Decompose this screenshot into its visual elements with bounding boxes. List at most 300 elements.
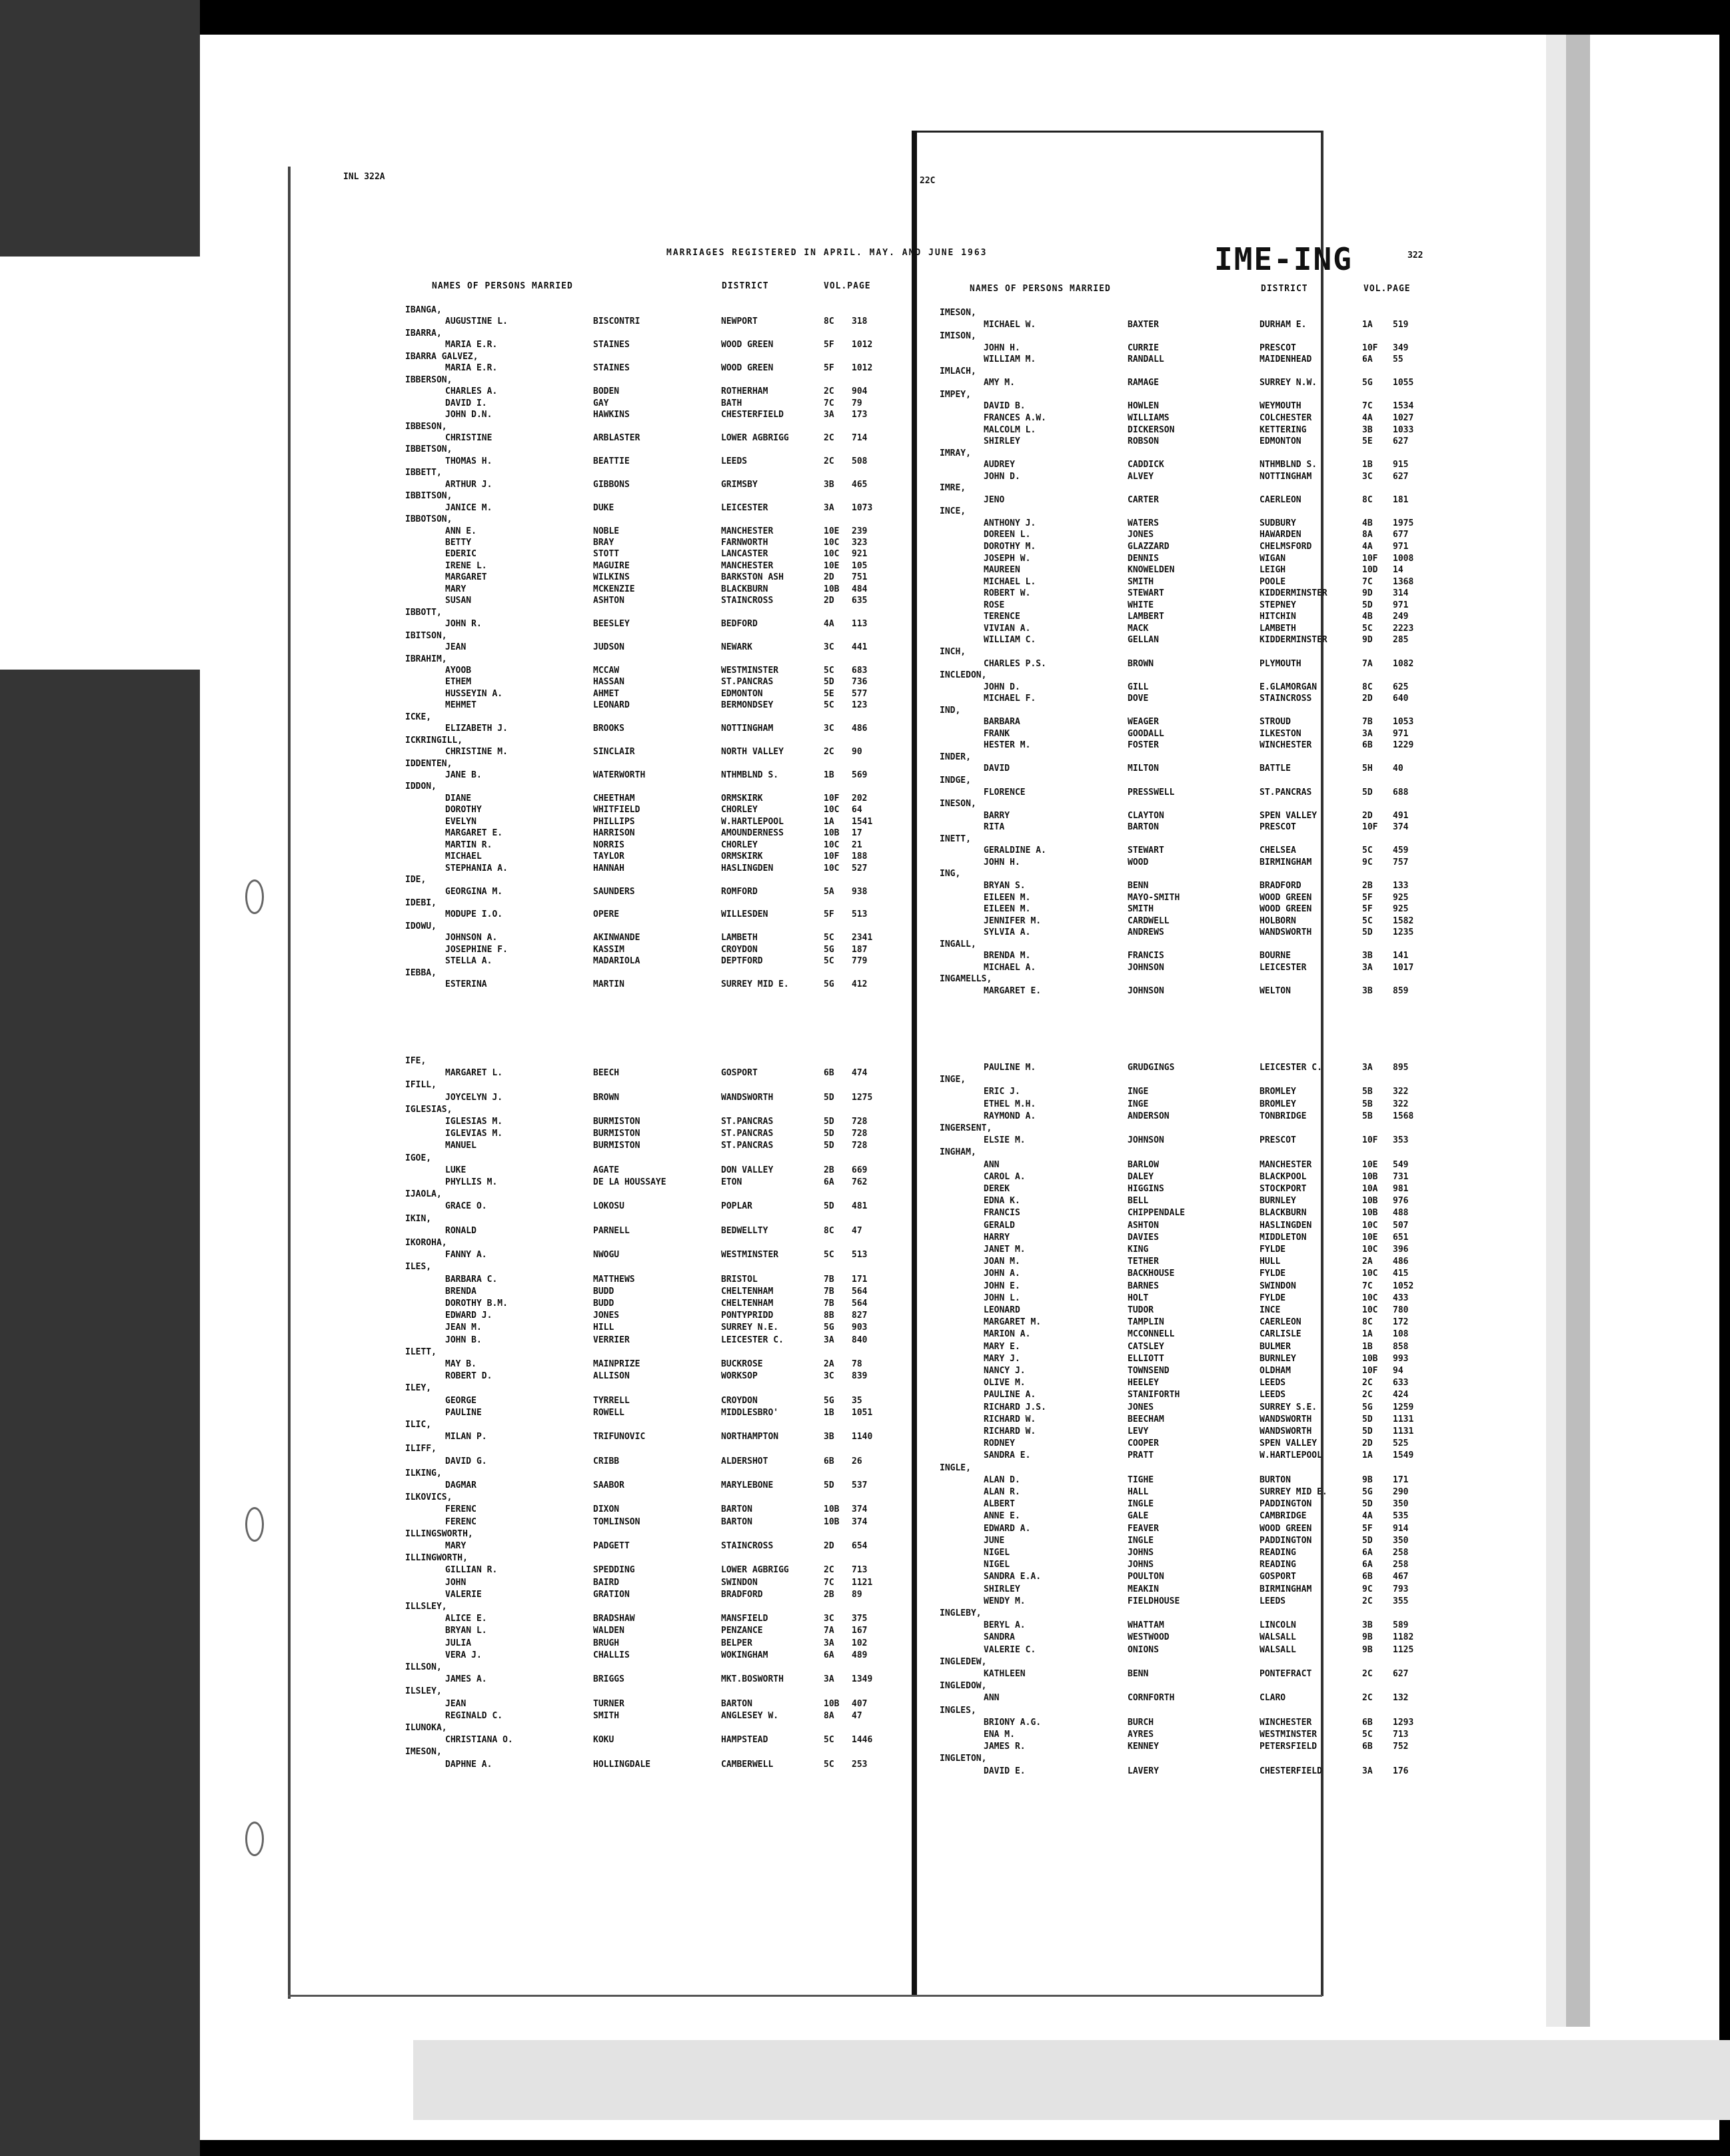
entry-district: FYLDE	[1260, 1245, 1286, 1255]
entry-volume: 10C	[1362, 1293, 1378, 1303]
entry-district: PRESCOT	[1260, 1135, 1296, 1146]
entry-district: ST.PANCRAS	[1260, 787, 1312, 798]
entry-page-number: 757	[1393, 857, 1409, 867]
entry-district: MANCHESTER	[721, 526, 774, 536]
surname-heading: INGHAM,	[940, 1147, 976, 1158]
entry-page-number: 752	[1393, 1742, 1409, 1752]
entry-spouse-surname: HILL	[593, 1323, 614, 1333]
entry-volume: 4A	[1362, 542, 1373, 552]
entry-district: KIDDERMINSTER	[1260, 588, 1327, 599]
entry-spouse-surname: STOTT	[593, 549, 620, 560]
entry-volume: 2D	[824, 572, 834, 583]
entry-given-name: MAUREEN	[984, 565, 1020, 576]
entry-page-number: 188	[852, 851, 868, 862]
entry-given-name: BARBARA C.	[445, 1274, 498, 1285]
surname-heading: IDDENTEN,	[405, 758, 452, 769]
entry-given-name: MICHAEL F.	[984, 694, 1036, 704]
entry-given-name: VALERIE C.	[984, 1644, 1036, 1655]
entry-volume: 6A	[1362, 1548, 1373, 1558]
entry-volume: 2C	[1362, 1693, 1373, 1704]
entry-volume: 10C	[824, 538, 840, 548]
entry-given-name: JOHN D.	[984, 682, 1020, 692]
entry-page-number: 915	[1393, 460, 1409, 470]
entry-volume: 8A	[1362, 530, 1373, 540]
entry-page-number: 779	[852, 956, 868, 967]
entry-volume: 7C	[824, 398, 834, 408]
entry-district: HITCHIN	[1260, 612, 1296, 622]
entry-district: BARTON	[721, 1698, 752, 1709]
surname-heading: IBBERSON,	[405, 374, 452, 385]
entry-spouse-surname: ROBSON	[1128, 436, 1159, 447]
entry-district: WESTMINSTER	[721, 665, 779, 676]
entry-given-name: VALERIE	[445, 1589, 482, 1600]
entry-page-number: 79	[852, 398, 862, 408]
entry-spouse-surname: TOWNSEND	[1128, 1366, 1170, 1376]
entry-volume: 5D	[1362, 600, 1373, 610]
entry-given-name: PHYLLIS M.	[445, 1177, 498, 1187]
entry-spouse-surname: HIGGINS	[1128, 1184, 1164, 1194]
entry-page-number: 1052	[1393, 1281, 1414, 1291]
entry-given-name: DAVID	[984, 764, 1010, 774]
entry-volume: 7C	[1362, 1281, 1373, 1291]
entry-volume: 3B	[1362, 951, 1373, 961]
entry-given-name: EDWARD J.	[445, 1311, 492, 1321]
surname-heading: IDE,	[405, 875, 427, 885]
entry-volume: 10F	[1362, 553, 1378, 564]
entry-district: CHORLEY	[721, 839, 758, 850]
entry-volume: 1B	[1362, 460, 1373, 470]
entry-spouse-surname: GILL	[1128, 682, 1149, 692]
entry-page-number: 1549	[1393, 1450, 1414, 1461]
entry-volume: 7C	[1362, 401, 1373, 412]
entry-spouse-surname: INGE	[1128, 1087, 1149, 1097]
surname-heading: INCE,	[940, 506, 966, 517]
entry-district: SPEN VALLEY	[1260, 1438, 1317, 1449]
entry-volume: 10C	[824, 549, 840, 560]
entry-volume: 5D	[1362, 1535, 1373, 1546]
entry-district: KETTERING	[1260, 424, 1307, 435]
entry-spouse-surname: INGE	[1128, 1099, 1149, 1109]
entry-given-name: RICHARD W.	[984, 1414, 1036, 1424]
entry-spouse-surname: MADARIOLA	[593, 956, 640, 967]
entry-page-number: 353	[1393, 1135, 1409, 1146]
page-right-border	[1566, 35, 1590, 2027]
entry-volume: 4A	[824, 619, 834, 630]
entry-page-number: 481	[852, 1201, 868, 1212]
entry-page-number: 202	[852, 793, 868, 804]
entry-spouse-surname: OPERE	[593, 909, 620, 920]
entry-district: SPEN VALLEY	[1260, 810, 1317, 821]
entry-volume: 5C	[1362, 1730, 1373, 1740]
surname-heading: ILLSON,	[405, 1662, 442, 1672]
entry-volume: 10B	[824, 1698, 840, 1709]
entry-given-name: ESTERINA	[445, 979, 487, 990]
entry-volume: 3B	[1362, 1620, 1373, 1631]
surname-heading: ILES,	[405, 1262, 432, 1273]
entry-given-name: DOROTHY B.M.	[445, 1299, 508, 1309]
entry-volume: 3B	[824, 479, 834, 490]
entry-given-name: MARY	[445, 1541, 466, 1551]
entry-district: SURREY N.E.	[721, 1323, 779, 1333]
entry-page-number: 651	[1393, 1232, 1409, 1243]
entry-district: NTHMBLND S.	[1260, 460, 1317, 470]
entry-district: BOURNE	[1260, 951, 1291, 961]
entry-page-number: 1534	[1393, 401, 1414, 412]
entry-page-number: 47	[852, 1710, 862, 1721]
surname-heading: ILLINGSWORTH,	[405, 1528, 473, 1539]
entry-district: HOLBORN	[1260, 915, 1296, 926]
entry-given-name: EDERIC	[445, 549, 476, 560]
entry-given-name: DEREK	[984, 1184, 1010, 1194]
entry-spouse-surname: SMITH	[1128, 576, 1154, 587]
entry-spouse-surname: BARTON	[1128, 822, 1159, 833]
surname-heading: ING,	[940, 869, 961, 879]
entry-volume: 2C	[1362, 1378, 1373, 1388]
entry-page-number: 78	[852, 1359, 862, 1369]
entry-page-number: 459	[1393, 845, 1409, 856]
entry-page-number: 677	[1393, 530, 1409, 540]
entry-given-name: MILAN P.	[445, 1432, 487, 1442]
entry-spouse-surname: LEVY	[1128, 1426, 1149, 1436]
punch-hole	[245, 1507, 264, 1542]
entry-page-number: 350	[1393, 1535, 1409, 1546]
entry-given-name: EILEEN M.	[984, 892, 1031, 903]
entry-page-number: 424	[1393, 1390, 1409, 1400]
entry-page-number: 633	[1393, 1378, 1409, 1388]
entry-district: LEICESTER C.	[1260, 1063, 1322, 1073]
entry-district: EDMONTON	[721, 688, 763, 699]
entry-spouse-surname: WILKINS	[593, 572, 630, 583]
entry-volume: 5F	[1362, 904, 1373, 915]
entry-given-name: DAPHNE A.	[445, 1759, 492, 1770]
entry-given-name: NIGEL	[984, 1548, 1010, 1558]
entry-page-number: 253	[852, 1759, 868, 1770]
entry-spouse-surname: AKINWANDE	[593, 933, 640, 943]
entry-page-number: 839	[852, 1371, 868, 1382]
entry-page-number: 1017	[1393, 962, 1414, 973]
entry-volume: 3A	[1362, 728, 1373, 739]
entry-page-number: 1131	[1393, 1414, 1414, 1424]
entry-page-number: 714	[852, 432, 868, 443]
entry-spouse-surname: BACKHOUSE	[1128, 1269, 1175, 1279]
entry-district: WALSALL	[1260, 1644, 1296, 1655]
entry-spouse-surname: CURRIE	[1128, 342, 1159, 353]
entry-page-number: 1008	[1393, 553, 1414, 564]
surname-heading: ILSLEY,	[405, 1686, 442, 1697]
entry-given-name: CHARLES A.	[445, 386, 498, 397]
entry-page-number: 467	[1393, 1572, 1409, 1582]
entry-volume: 3A	[1362, 962, 1373, 973]
entry-spouse-surname: JOHNS	[1128, 1548, 1154, 1558]
entry-district: STOCKPORT	[1260, 1184, 1307, 1194]
entry-volume: 2D	[824, 1541, 834, 1551]
entry-volume: 5F	[1362, 1523, 1373, 1534]
entry-given-name: WILLIAM M.	[984, 354, 1036, 365]
entry-volume: 4A	[1362, 1511, 1373, 1522]
entry-spouse-surname: BARNES	[1128, 1281, 1159, 1291]
entry-page-number: 26	[852, 1456, 862, 1466]
entry-page-number: 322	[1393, 1099, 1409, 1109]
entry-district: BARKSTON ASH	[721, 572, 784, 583]
entry-given-name: BRENDA M.	[984, 951, 1031, 961]
entry-spouse-surname: GOODALL	[1128, 728, 1164, 739]
entry-spouse-surname: BRIGGS	[593, 1674, 624, 1685]
entry-spouse-surname: PHILLIPS	[593, 816, 635, 827]
entry-volume: 2A	[824, 1359, 834, 1369]
entry-page-number: 322	[1393, 1087, 1409, 1097]
entry-volume: 10B	[1362, 1171, 1378, 1182]
entry-page-number: 859	[1393, 985, 1409, 996]
entry-spouse-surname: FRANCIS	[1128, 951, 1164, 961]
entry-page-number: 258	[1393, 1548, 1409, 1558]
entry-district: CHELTENHAM	[721, 1299, 774, 1309]
entry-volume: 3C	[824, 1614, 834, 1624]
entry-given-name: MAY B.	[445, 1359, 476, 1369]
entry-given-name: NIGEL	[984, 1560, 1010, 1570]
entry-spouse-surname: DICKERSON	[1128, 424, 1175, 435]
entry-given-name: EILEEN M.	[984, 904, 1031, 915]
entry-given-name: ELIZABETH J.	[445, 724, 508, 734]
entry-page-number: 350	[1393, 1499, 1409, 1510]
entry-volume: 10C	[824, 839, 840, 850]
entry-volume: 5G	[824, 979, 834, 990]
entry-volume: 5F	[1362, 892, 1373, 903]
entry-volume: 2C	[824, 747, 834, 758]
entry-volume: 1B	[824, 1407, 834, 1418]
entry-district: WOOD GREEN	[721, 340, 774, 350]
surname-heading: IDEBI,	[405, 897, 436, 908]
entry-district: WANDSWORTH	[1260, 927, 1312, 938]
entry-district: HULL	[1260, 1257, 1281, 1267]
entry-page-number: 323	[852, 538, 868, 548]
entry-district: BEDWELLTY	[721, 1225, 768, 1236]
entry-page-number: 89	[852, 1589, 862, 1600]
entry-volume: 5C	[824, 933, 834, 943]
entry-given-name: LEONARD	[984, 1305, 1020, 1315]
entry-given-name: JOHN D.	[984, 471, 1020, 482]
frame-top-line	[917, 131, 1322, 133]
entry-volume: 5D	[824, 1141, 834, 1151]
entry-district: CROYDON	[721, 944, 758, 955]
entry-page-number: 64	[852, 805, 862, 815]
entry-district: WOOD GREEN	[721, 363, 774, 374]
entry-given-name: BETTY	[445, 538, 472, 548]
entry-district: BATH	[721, 398, 742, 408]
entry-volume: 5G	[824, 1395, 834, 1406]
entry-spouse-surname: ANDREWS	[1128, 927, 1164, 938]
entry-volume: 6B	[1362, 740, 1373, 751]
entry-given-name: GRACE O.	[445, 1201, 487, 1212]
entry-given-name: DAGMAR	[445, 1480, 476, 1490]
entry-district: BLACKBURN	[1260, 1208, 1307, 1219]
entry-given-name: BARBARA	[984, 717, 1020, 728]
entry-page-number: 108	[1393, 1329, 1409, 1340]
entry-given-name: OLIVE M.	[984, 1378, 1026, 1388]
entry-page-number: 14	[1393, 565, 1403, 576]
entry-spouse-surname: SINCLAIR	[593, 747, 635, 758]
entry-spouse-surname: BURMISTON	[593, 1117, 640, 1127]
entry-district: BRISTOL	[721, 1274, 758, 1285]
entry-volume: 5E	[1362, 436, 1373, 447]
entry-district: WELTON	[1260, 985, 1291, 996]
entry-district: BRADFORD	[721, 1589, 763, 1600]
entry-given-name: MALCOLM L.	[984, 424, 1036, 435]
entry-page-number: 133	[1393, 880, 1409, 891]
entry-page-number: 751	[852, 572, 868, 583]
entry-page-number: 564	[852, 1299, 868, 1309]
entry-district: GRIMSBY	[721, 479, 758, 490]
entry-volume: 10E	[824, 526, 840, 536]
entry-district: HASLINGDEN	[721, 863, 774, 873]
entry-volume: 7B	[824, 1286, 834, 1297]
entry-district: BROMLEY	[1260, 1087, 1296, 1097]
entry-given-name: ALICE E.	[445, 1614, 487, 1624]
entry-volume: 5B	[1362, 1111, 1373, 1121]
entry-district: BUCKROSE	[721, 1359, 763, 1369]
entry-district: WOOD GREEN	[1260, 904, 1312, 915]
surname-heading: IBRAHIM,	[405, 654, 447, 664]
entry-spouse-surname: POULTON	[1128, 1572, 1164, 1582]
entry-district: SWINDON	[721, 1577, 758, 1588]
entry-spouse-surname: MAINPRIZE	[593, 1359, 640, 1369]
entry-district: GOSPORT	[1260, 1572, 1296, 1582]
entry-given-name: MARGARET	[445, 572, 487, 583]
entry-volume: 6B	[824, 1068, 834, 1079]
entry-page-number: 971	[1393, 600, 1409, 610]
entry-spouse-surname: STAINES	[593, 340, 630, 350]
entry-district: LEEDS	[1260, 1378, 1286, 1388]
entry-page-number: 441	[852, 642, 868, 653]
entry-spouse-surname: TIGHE	[1128, 1474, 1154, 1485]
entry-district: COLCHESTER	[1260, 412, 1312, 423]
entry-spouse-surname: STEWART	[1128, 588, 1164, 599]
entry-spouse-surname: DALEY	[1128, 1171, 1154, 1182]
entry-district: STAINCROSS	[1260, 694, 1312, 704]
entry-district: GOSPORT	[721, 1068, 758, 1079]
entry-district: LOWER AGBRIGG	[721, 1565, 789, 1576]
entry-page-number: 474	[852, 1068, 868, 1079]
entry-district: ORMSKIRK	[721, 793, 763, 804]
surname-heading: IBARRA,	[405, 328, 442, 338]
entry-district: DEPTFORD	[721, 956, 763, 967]
entry-district: POPLAR	[721, 1201, 752, 1212]
entry-spouse-surname: MCCONNELL	[1128, 1329, 1175, 1340]
entry-given-name: ANN	[984, 1159, 1000, 1170]
entry-district: LEIGH	[1260, 565, 1286, 576]
entry-district: EDMONTON	[1260, 436, 1301, 447]
entry-district: MARYLEBONE	[721, 1480, 774, 1490]
entry-volume: 3A	[1362, 1063, 1373, 1073]
entry-page-number: 1975	[1393, 518, 1414, 528]
entry-volume: 3C	[824, 1371, 834, 1382]
entry-volume: 5G	[824, 1323, 834, 1333]
entry-spouse-surname: HARRISON	[593, 828, 635, 839]
entry-volume: 5C	[824, 665, 834, 676]
entry-district: STEPNEY	[1260, 600, 1296, 610]
entry-page-number: 527	[852, 863, 868, 873]
entry-page-number: 489	[852, 1650, 868, 1660]
entry-district: LEICESTER	[721, 502, 768, 513]
entry-volume: 2D	[1362, 694, 1373, 704]
col-head-volpage-left: VOL.PAGE	[824, 281, 871, 291]
entry-district: PETERSFIELD	[1260, 1742, 1317, 1752]
entry-spouse-surname: MARTIN	[593, 979, 624, 990]
entry-spouse-surname: ASHTON	[593, 596, 624, 606]
entry-page-number: 1446	[852, 1735, 873, 1746]
entry-spouse-surname: HASSAN	[593, 677, 624, 688]
entry-spouse-surname: SAUNDERS	[593, 886, 635, 897]
entry-district: ANGLESEY W.	[721, 1710, 779, 1721]
entry-spouse-surname: FEAVER	[1128, 1523, 1159, 1534]
frame-left-line	[288, 167, 291, 1999]
entry-volume: 7B	[824, 1299, 834, 1309]
entry-spouse-surname: WILLIAMS	[1128, 412, 1170, 423]
surname-heading: IJAOLA,	[405, 1189, 442, 1200]
entry-district: ST.PANCRAS	[721, 1141, 774, 1151]
entry-volume: 7A	[824, 1626, 834, 1636]
surname-heading: INGLEDOW,	[940, 1681, 987, 1692]
entry-spouse-surname: GAY	[593, 398, 609, 408]
entry-volume: 10B	[1362, 1208, 1378, 1219]
entry-given-name: BERYL A.	[984, 1620, 1026, 1631]
entry-district: BATTLE	[1260, 764, 1291, 774]
entry-given-name: MANUEL	[445, 1141, 476, 1151]
entry-given-name: RICHARD J.S.	[984, 1402, 1046, 1412]
col-head-district-left: DISTRICT	[722, 281, 769, 291]
surname-heading: INDER,	[940, 752, 971, 762]
entry-volume: 10B	[824, 828, 840, 839]
scanner-light-strip	[0, 257, 200, 670]
entry-volume: 5D	[824, 1201, 834, 1212]
entry-spouse-surname: SMITH	[593, 1710, 620, 1721]
col-head-district-right: DISTRICT	[1261, 284, 1308, 294]
entry-spouse-surname: BRAY	[593, 538, 614, 548]
entry-district: WILLESDEN	[721, 909, 768, 920]
entry-district: BROMLEY	[1260, 1099, 1296, 1109]
surname-heading: IMRE,	[940, 483, 966, 494]
entry-spouse-surname: DOVE	[1128, 694, 1149, 704]
entry-volume: 3C	[1362, 471, 1373, 482]
entry-volume: 5E	[824, 688, 834, 699]
entry-given-name: JOHN R.	[445, 619, 482, 630]
surname-heading: IND,	[940, 705, 961, 716]
entry-spouse-surname: HALL	[1128, 1487, 1149, 1497]
entry-page-number: 415	[1393, 1269, 1409, 1279]
entry-spouse-surname: TRIFUNOVIC	[593, 1432, 646, 1442]
entry-volume: 4B	[1362, 612, 1373, 622]
entry-volume: 2D	[1362, 1438, 1373, 1449]
entry-district: MIDDLETON	[1260, 1232, 1307, 1243]
entry-page-number: 569	[852, 770, 868, 780]
entry-volume: 3B	[824, 1432, 834, 1442]
entry-district: ROTHERHAM	[721, 386, 768, 397]
entry-given-name: MARGARET M.	[984, 1317, 1042, 1328]
entry-district: WESTMINSTER	[721, 1250, 779, 1261]
entry-spouse-surname: INGLE	[1128, 1535, 1154, 1546]
entry-given-name: ROBERT D.	[445, 1371, 492, 1382]
entry-page-number: 1027	[1393, 412, 1414, 423]
entry-given-name: FANNY A.	[445, 1250, 487, 1261]
entry-district: OLDHAM	[1260, 1366, 1291, 1376]
entry-volume: 3C	[824, 724, 834, 734]
entry-volume: 5A	[824, 886, 834, 897]
entry-page-number: 895	[1393, 1063, 1409, 1073]
entry-given-name: IRENE L.	[445, 560, 487, 571]
entry-volume: 6A	[824, 1177, 834, 1187]
entry-given-name: MICHAEL W.	[984, 319, 1036, 330]
entry-spouse-surname: BRADSHAW	[593, 1614, 635, 1624]
entry-volume: 10A	[1362, 1184, 1378, 1194]
